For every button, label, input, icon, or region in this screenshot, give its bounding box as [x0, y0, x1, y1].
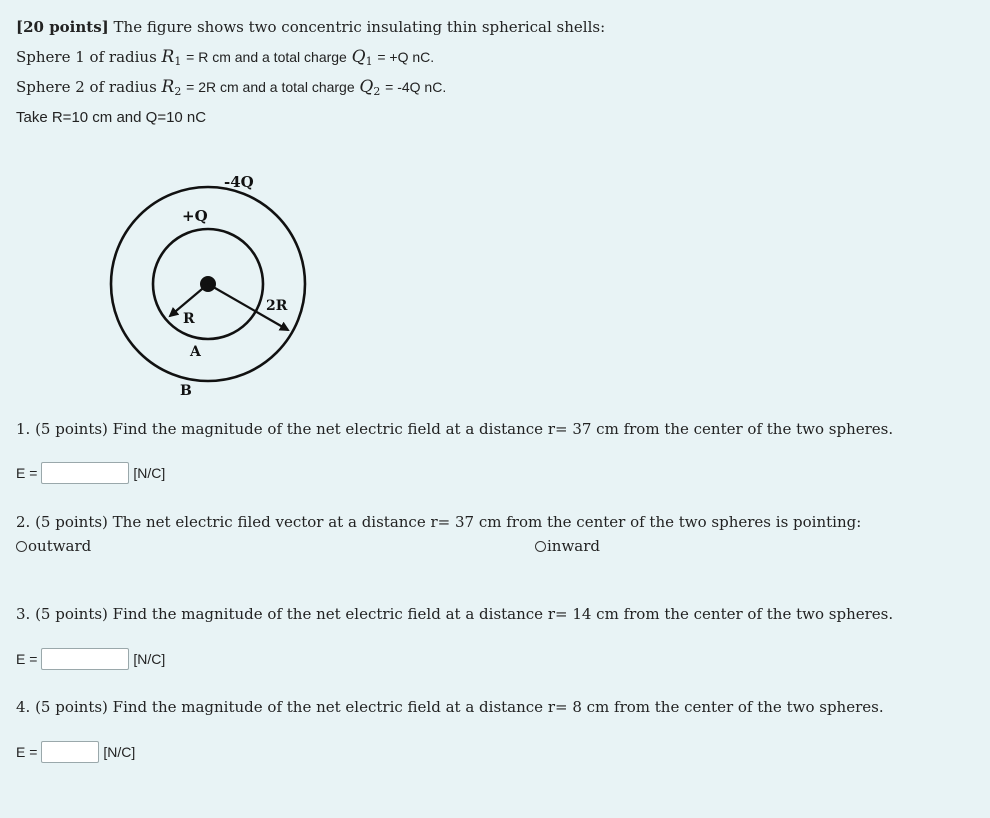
answer-3-input[interactable] [41, 648, 129, 670]
inward-radio[interactable] [535, 541, 546, 552]
r2-symbol: $R_2$ [161, 77, 182, 98]
unit-label-3: [N/C] [133, 651, 166, 667]
sphere2-mid: = 2R cm and a total charge [186, 79, 355, 95]
answer-row-3 [16, 648, 165, 670]
outward-radio[interactable] [16, 541, 27, 552]
inner-charge-label: +Q [182, 207, 208, 225]
unit-label-4: [N/C] [103, 744, 136, 760]
given-line [16, 102, 206, 133]
question-3: 3. (5 points) Find the magnitude of the net electric field at a distance r= 14 cm from the center of the two spheres. [16, 605, 894, 623]
outward-label: outward [28, 537, 92, 555]
e-label-1: E = [16, 465, 38, 481]
label-2r: 2R [266, 298, 288, 314]
sphere2-end: = -4Q nC. [385, 79, 447, 95]
sphere1-mid: = R cm and a total charge [186, 49, 347, 65]
option-outward[interactable] [16, 537, 91, 555]
intro-text: The figure shows two concentric insulating thin spherical shells: [113, 18, 606, 36]
concentric-spheres-figure [100, 165, 320, 405]
spheres-diagram [100, 165, 320, 405]
e-label-3: E = [16, 651, 38, 667]
label-a: A [190, 344, 201, 360]
label-b: B [180, 383, 192, 399]
answer-row-4 [16, 741, 135, 763]
inward-label: inward [547, 537, 601, 555]
sphere1-end: = +Q nC. [377, 49, 435, 65]
label-r: R [183, 311, 195, 327]
question-4: 4. (5 points) Find the magnitude of the net electric field at a distance r= 8 cm from the center of the two spheres. [16, 698, 884, 716]
q1-symbol: $Q_1$ [351, 47, 373, 68]
unit-label-1: [N/C] [133, 465, 166, 481]
e-label-4: E = [16, 744, 38, 760]
r1-symbol: $R_1$ [161, 47, 182, 68]
question-1: 1. (5 points) Find the magnitude of the net electric field at a distance r= 37 cm from the center of the two spheres. [16, 420, 894, 438]
sphere1-prefix: Sphere 1 of radius [16, 48, 157, 66]
answer-row-1 [16, 462, 165, 484]
answer-4-input[interactable] [41, 741, 99, 763]
points-tag: [20 points] [16, 18, 109, 36]
outer-charge-label: -4Q [224, 173, 254, 191]
given-text: Take R=10 cm and Q=10 nC [16, 109, 207, 126]
question-2: 2. (5 points) The net electric filed vector at a distance r= 37 cm from the center of the two spheres is pointing: [16, 513, 862, 531]
option-inward[interactable] [535, 537, 600, 555]
intro-line [16, 12, 605, 42]
answer-1-input[interactable] [41, 462, 129, 484]
q2-symbol: $Q_2$ [359, 77, 381, 98]
sphere2-prefix: Sphere 2 of radius [16, 78, 157, 96]
